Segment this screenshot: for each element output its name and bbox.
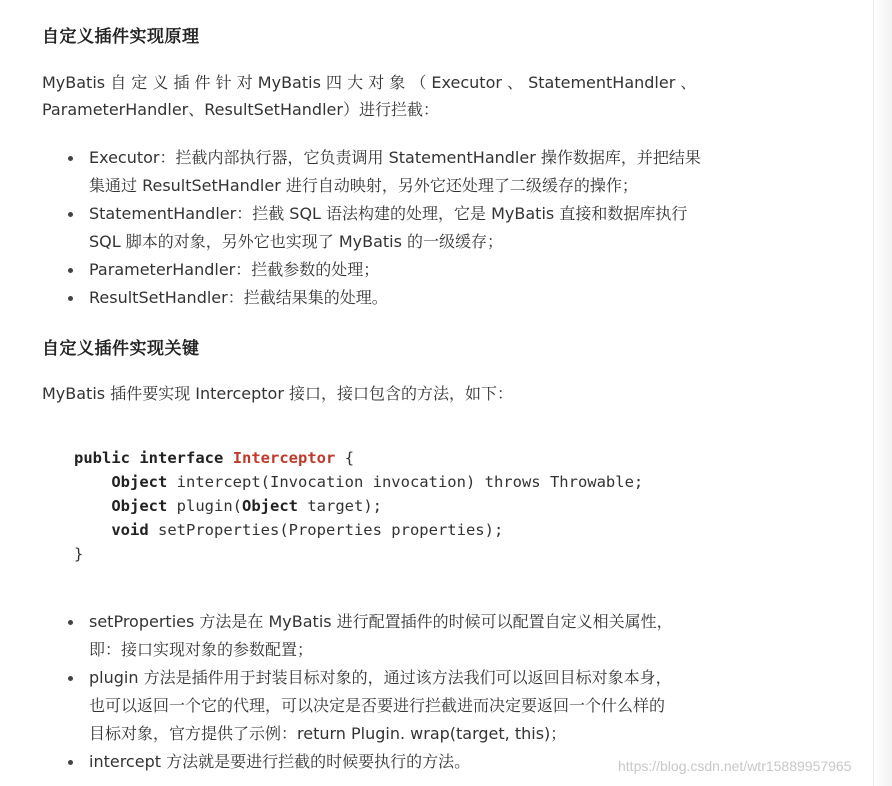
principle-intro bbox=[42, 69, 782, 123]
list-item-text: 也可以返回一个它的代理，可以决定是否要进行拦截进而决定要返回一个什么样的 bbox=[89, 696, 666, 715]
code-text: target); bbox=[307, 497, 382, 515]
code-type: Object bbox=[242, 497, 298, 515]
code-class-name: Interceptor bbox=[232, 449, 336, 467]
code-type: Object bbox=[111, 497, 168, 515]
code-text: intercept(Invocation invocation) throws Throwable; bbox=[176, 473, 644, 491]
methods-list bbox=[42, 608, 802, 776]
list-item-text: ResultSetHandler：拦截结果集的处理。 bbox=[89, 288, 388, 307]
code-text: plugin( bbox=[176, 497, 242, 515]
list-item bbox=[42, 144, 802, 200]
list-item bbox=[42, 200, 802, 256]
principle-intro-line2: ParameterHandler、ResultSetHandler）进行拦截： bbox=[42, 100, 439, 119]
list-item-text: SQL 脚本的对象，另外它也实现了 MyBatis 的一级缓存； bbox=[89, 232, 504, 251]
list-item-text: 即：接口实现对象的参数配置； bbox=[89, 640, 314, 659]
code-type: void bbox=[111, 521, 149, 539]
list-item bbox=[42, 256, 802, 284]
code-text: } bbox=[74, 545, 84, 563]
list-item bbox=[42, 608, 802, 664]
code-keyword: interface bbox=[139, 449, 224, 467]
list-item-text: plugin 方法是插件用于封装目标对象的，通过该方法我们可以返回目标对象本身， bbox=[89, 668, 672, 687]
principle-list bbox=[42, 144, 802, 312]
list-item-text: StatementHandler：拦截 SQL 语法构建的处理，它是 MyBatis 直接和数据库执行 bbox=[89, 204, 688, 223]
scrollbar[interactable] bbox=[873, 0, 892, 786]
list-item-text: 目标对象，官方提供了示例：return Plugin. wrap(target, this)； bbox=[89, 724, 567, 743]
list-item-text: setProperties 方法是在 MyBatis 进行配置插件的时候可以配置自定义相关属性， bbox=[89, 612, 673, 631]
list-item bbox=[42, 284, 802, 312]
list-item bbox=[42, 664, 802, 748]
code-text: setProperties(Properties properties); bbox=[158, 521, 504, 539]
list-item-text: Executor：拦截内部执行器，它负责调用 StatementHandler 操作数据库，并把结果 bbox=[89, 148, 701, 167]
principle-intro-line1: MyBatis 自 定 义 插 件 针 对 MyBatis 四 大 对 象 （ Executor 、 StatementHandler 、 bbox=[42, 73, 697, 92]
list-item-text: intercept 方法就是要进行拦截的时候要执行的方法。 bbox=[89, 752, 471, 771]
code-type: Object bbox=[111, 473, 168, 491]
list-item-text: 集通过 ResultSetHandler 进行自动映射，另外它还处理了二级缓存的操作； bbox=[89, 176, 638, 195]
list-item-text: ParameterHandler：拦截参数的处理； bbox=[89, 260, 380, 279]
code-text: { bbox=[344, 449, 355, 467]
section-heading-key: 自定义插件实现关键 bbox=[42, 339, 200, 359]
section-heading-principle: 自定义插件实现原理 bbox=[42, 27, 200, 47]
code-keyword: public bbox=[74, 449, 130, 467]
code-block bbox=[74, 446, 643, 566]
watermark: https://blog.csdn.net/wtr15889957965 bbox=[618, 758, 852, 774]
key-intro: MyBatis 插件要实现 Interceptor 接口，接口包含的方法，如下： bbox=[42, 384, 514, 403]
